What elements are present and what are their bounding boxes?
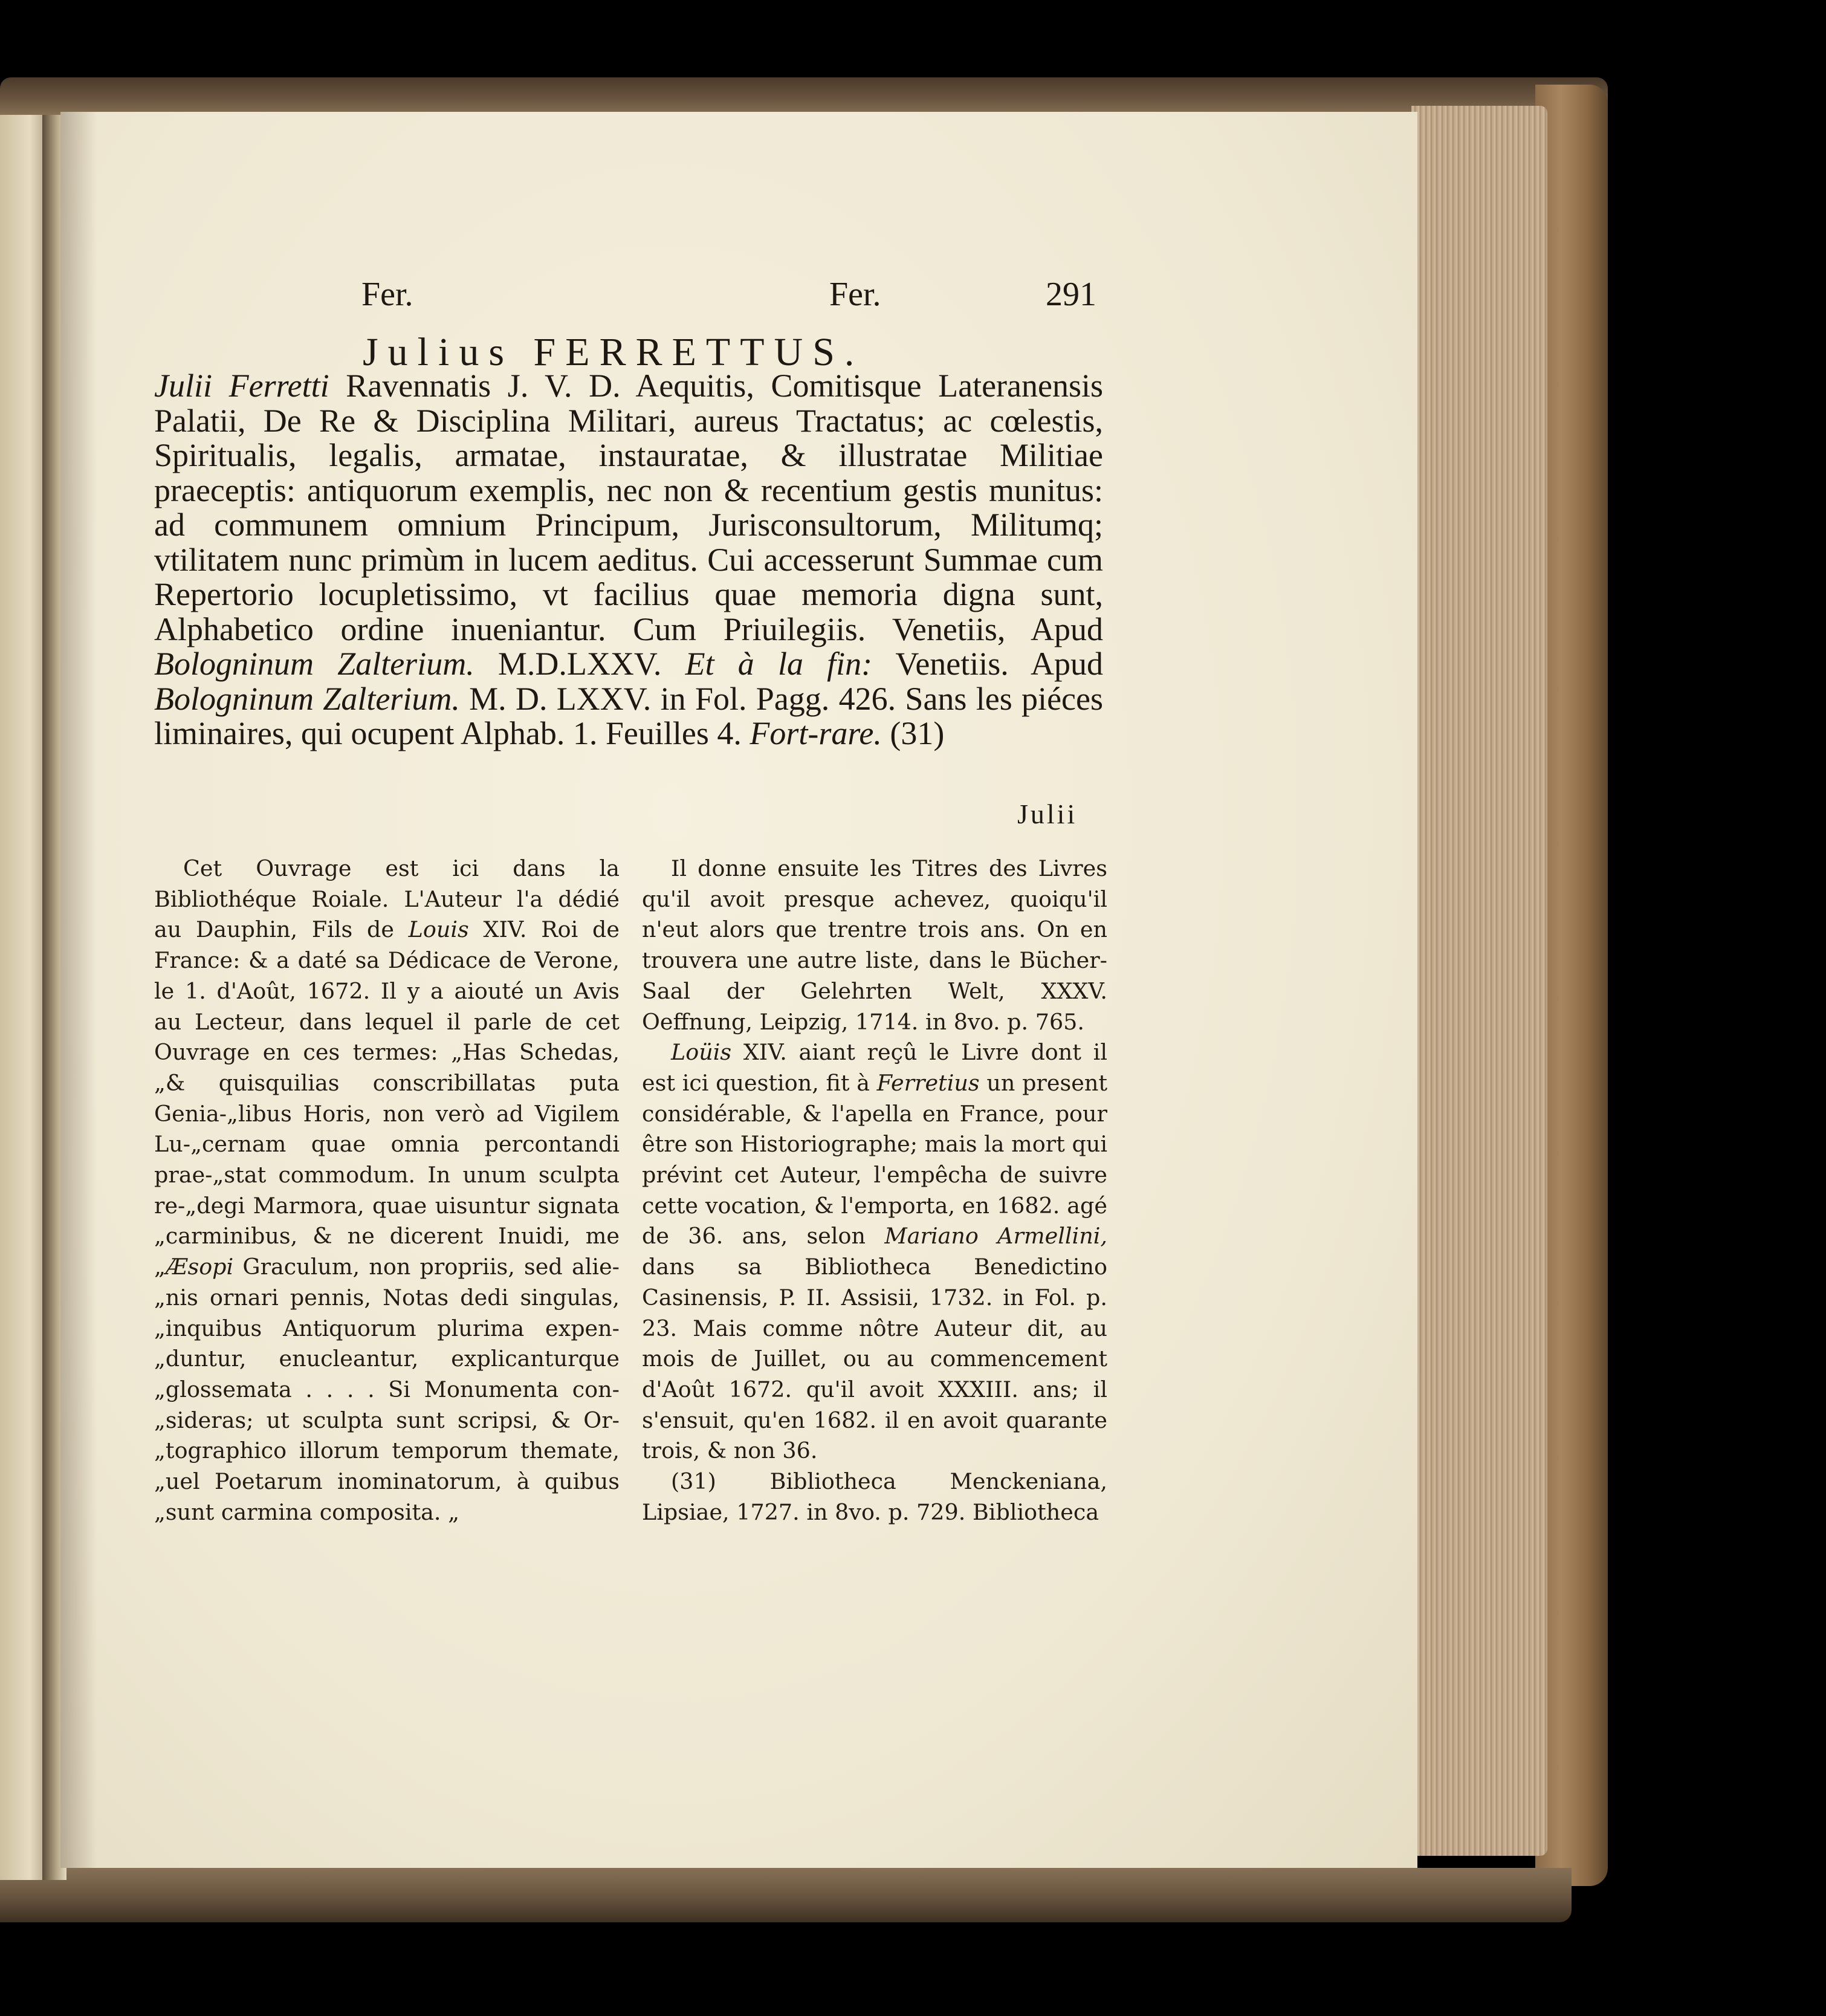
- right-text-b: un present considérable, & l'apella en France, pour être son Historiographe; mais la mort qui prévint cet Auteur, l'empêcha de suivre cette vocation, & l'emporta, en 1682. agé de 36. ans, selon: [642, 1069, 1107, 1249]
- right-text-c: dans sa Bibliotheca Benedictino Casinensis, P. II. Assisii, 1732. in Fol. p. 23. Mais comme nôtre Auteur dit, au mois de Juillet, ou au commencement d'Août 1672. qu'il avoit XXXIII. ans; il s'ensuit, qu'en 1682. il en avoit quarante trois, & non 36.: [642, 1254, 1107, 1464]
- footnote: (31) Bibliotheca Menckeniana, Lipsiae, 1727. in 8vo. p. 729. Bibliotheca: [642, 1468, 1107, 1525]
- left-paragraph: [154, 854, 620, 1528]
- louis-italic: Louis: [408, 916, 469, 943]
- right-paragraph-2: [642, 1037, 1107, 1467]
- right-column: [642, 854, 1107, 1528]
- entry-description: [154, 369, 1103, 751]
- ferretius-italic: Ferretius: [876, 1069, 980, 1096]
- entry-title: Julius FERRETTUS.: [363, 330, 864, 374]
- right-paragraph-1: Il donne ensuite les Titres des Livres qu'il avoit presque achevez, quoiqu'il n'eut alors que trentre trois ans. On en trouvera une autre liste, dans le Bücher-Saal der Gelehrten Welt, XXXV. Oeffnung, Leipzig, 1714. in 8vo. p. 765.: [642, 855, 1107, 1035]
- left-column: [154, 854, 620, 1528]
- right-text-a: XIV. aiant reçû le Livre dont il est ici question, fit à: [642, 1039, 1107, 1096]
- running-head-center: Fer.: [829, 276, 881, 313]
- running-head-left: Fer.: [361, 276, 413, 313]
- armellini-italic: Mariano Armellini,: [884, 1223, 1107, 1249]
- rarity-note: Fort-rare.: [750, 715, 882, 751]
- louis-italic-right: Loüis: [671, 1039, 732, 1066]
- entry-text-3: Venetiis. Apud: [872, 646, 1104, 682]
- entry-text-1: Ravennatis J. V. D. Aequitis, Comitisque Lateranensis Palatii, De Re & Disciplina Militari, aureus Tractatus; ac cœlestis, Spiritualis, legalis, armatae, instauratae, & illustratae Militiae praeceptis: antiquorum exemplis, nec non & recentium gestis munitus: ad communem omnium Principum, Jurisconsultorum, Militumq; vtilitatem nunc primùm in lucem aeditus. Cui accesserunt Summae cum Repertorio locupletissimo, vt facilius quae memoria digna sunt, Alphabetico ordine inueniantur. Cum Priuilegiis. Venetiis, Apud: [154, 368, 1103, 647]
- author-name-italic: Julii Ferretti: [154, 368, 329, 404]
- left-text-b: XIV. Roi de France: & a daté sa Dédicace de Verone, le 1. d'Août, 1672. Il y a aiouté un Avis au Lecteur, dans lequel il parle de cet Ouvrage en ces termes: „Has Schedas, „& quisquilias conscribillatas puta Genia-„libus Horis, non verò ad Vigilem Lu-„cernam quae omnia percontandi prae-„stat commodum. In unum sculpta re-„degi Marmora, quae uisuntur signata „carminibus, & ne dicerent Inuidi, me „: [154, 916, 620, 1280]
- page-edges: [1411, 106, 1547, 1856]
- book-binding-bottom: [0, 1868, 1572, 1922]
- footnote-reference: (31): [881, 715, 945, 751]
- printer-name-1: Bologninum Zalterium.: [154, 646, 474, 682]
- catchword: Julii: [1017, 799, 1078, 829]
- left-text-c: Graculum, non propriis, sed alie-„nis ornari pennis, Notas dedi singulas, „inquibus Antiquorum plurima expen-„duntur, enucleantur, explicanturque „glossemata . . . . Si Monumenta con-„sideras; ut sculpta sunt scripsi, & Or-„tographico illorum temporum themate, „uel Poetarum inominatorum, à quibus „sunt carmina composita. „: [154, 1254, 620, 1525]
- page-number: 291: [1046, 276, 1096, 313]
- printer-name-2: Bologninum Zalterium.: [154, 680, 460, 717]
- colophon-label: Et à la fin:: [685, 646, 873, 682]
- left-text-a: Cet Ouvrage est ici dans la Bibliothéque Roiale. L'Auteur l'a dédié au Dauphin, Fils de: [154, 855, 620, 943]
- aesopi-italic: Æsopi: [165, 1254, 234, 1280]
- fold-shadow: [60, 112, 97, 1868]
- entry-text-2: M.D.LXXV.: [474, 646, 685, 682]
- entry-text-4: M. D. LXXV. in Fol. Pagg. 426. Sans les piéces liminaires, qui ocupent Alphab. 1. Feuilles 4.: [154, 680, 1103, 751]
